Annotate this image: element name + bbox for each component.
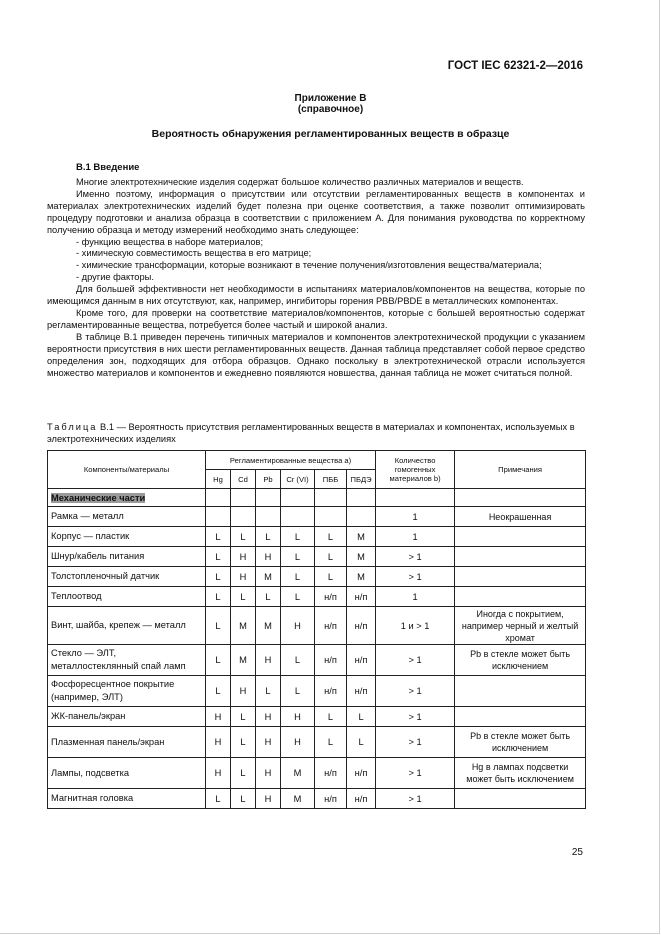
substance-value: н/п xyxy=(315,789,347,809)
substance-value: н/п xyxy=(315,758,347,789)
table-cell xyxy=(347,489,376,507)
table-row xyxy=(48,707,586,727)
substance-value: M xyxy=(256,567,281,587)
section-heading: В.1 Введение xyxy=(76,162,140,173)
paragraph: Многие электротехнические изделия содержат большое количество различных материалов и веществ. xyxy=(76,177,524,187)
component-name: Фосфоресцентное покрытие (например, ЭЛТ) xyxy=(48,676,206,707)
standard-number: ГОСТ IEC 62321-2—2016 xyxy=(447,60,583,72)
quantity-value: > 1 xyxy=(376,789,455,809)
table-row xyxy=(48,727,586,758)
table-cell xyxy=(455,489,586,507)
list-item: - химические трансформации, которые возникают в течение получения/изготовления вещества/материала; xyxy=(76,260,542,271)
substance-value xyxy=(206,507,231,527)
substance-value: L xyxy=(347,707,376,727)
group-cell xyxy=(48,489,206,507)
substance-value: H xyxy=(256,758,281,789)
substance-value: н/п xyxy=(315,587,347,607)
substance-value: H xyxy=(256,789,281,809)
component-name: ЖК-панель/экран xyxy=(48,707,206,727)
component-name: Магнитная головка xyxy=(48,789,206,809)
note-value: Иногда с покрытием, например черный и желтый хромат xyxy=(455,607,586,645)
substance-value: H xyxy=(256,707,281,727)
table-row xyxy=(48,527,586,547)
header-component: Компоненты/материалы xyxy=(48,451,206,489)
table-cell xyxy=(231,489,256,507)
substance-value: L xyxy=(231,789,256,809)
component-name: Лампы, подсветка xyxy=(48,758,206,789)
substance-value: н/п xyxy=(347,758,376,789)
substance-value: H xyxy=(231,676,256,707)
substance-value: н/п xyxy=(315,607,347,645)
substance-value: M xyxy=(281,789,315,809)
substance-value: L xyxy=(256,527,281,547)
substance-value: L xyxy=(206,587,231,607)
substance-value: L xyxy=(206,676,231,707)
note-value: Pb в стекле может быть исключением xyxy=(455,727,586,758)
note-value xyxy=(455,527,586,547)
substance-value xyxy=(315,507,347,527)
substance-value: H xyxy=(281,727,315,758)
substance-value: H xyxy=(231,547,256,567)
substance-value: L xyxy=(281,567,315,587)
table-row xyxy=(48,547,586,567)
quantity-value: > 1 xyxy=(376,645,455,676)
annex-title: Приложение В xyxy=(294,93,367,104)
substance-value: L xyxy=(231,587,256,607)
list-item: - функцию вещества в наборе материалов; xyxy=(76,236,264,247)
note-value: Pb в стекле может быть исключением xyxy=(455,645,586,676)
table-row xyxy=(48,676,586,707)
substance-value: L xyxy=(231,758,256,789)
substance-value: M xyxy=(347,527,376,547)
quantity-value: > 1 xyxy=(376,567,455,587)
substance-value: H xyxy=(206,707,231,727)
note-value: Неокрашенная xyxy=(455,507,586,527)
substance-value xyxy=(281,507,315,527)
substance-value: н/п xyxy=(315,645,347,676)
substance-value: H xyxy=(281,707,315,727)
substance-value: L xyxy=(206,547,231,567)
header-substances: Регламентированные вещества а) xyxy=(206,451,376,470)
table-row xyxy=(48,587,586,607)
body-text xyxy=(47,177,585,379)
substance-value: L xyxy=(347,727,376,758)
component-name: Рамка — металл xyxy=(48,507,206,527)
header-cr: Cr (VI) xyxy=(281,470,315,489)
substance-value: M xyxy=(347,547,376,567)
list-item: - другие факторы. xyxy=(76,272,154,283)
substance-value: L xyxy=(315,727,347,758)
substance-value: H xyxy=(256,645,281,676)
table-row xyxy=(48,607,586,645)
quantity-value: 1 xyxy=(376,527,455,547)
substance-value: M xyxy=(281,758,315,789)
substance-value: L xyxy=(281,676,315,707)
substance-value: H xyxy=(281,607,315,645)
substance-value: L xyxy=(231,707,256,727)
substance-value: L xyxy=(256,587,281,607)
substance-value xyxy=(347,507,376,527)
substance-value xyxy=(231,507,256,527)
table-cell xyxy=(281,489,315,507)
note-value xyxy=(455,567,586,587)
quantity-value: > 1 xyxy=(376,727,455,758)
substance-value: H xyxy=(256,547,281,567)
header-pbb: ПББ xyxy=(315,470,347,489)
substance-value: н/п xyxy=(347,645,376,676)
note-value xyxy=(455,587,586,607)
substance-value: н/п xyxy=(315,676,347,707)
paragraph: Именно поэтому, информация о присутствии или отсутствии регламентированных веществ в компонентах и материалах электротехнических изделий будет полезна при оценке соответствия, а также позволит оптимизировать процедуру подготовки и анализа образца в соответствии с приложением А. Для понимания руководства по корректному получению образца и методу измерений необходимо знать следующее: xyxy=(47,188,585,235)
document-title: Вероятность обнаружения регламентированных веществ в образце xyxy=(151,128,510,140)
component-name: Корпус — пластик xyxy=(48,527,206,547)
table-cell xyxy=(376,489,455,507)
quantity-value: 1 xyxy=(376,587,455,607)
substance-value: L xyxy=(315,567,347,587)
substance-value: L xyxy=(315,527,347,547)
substance-value: H xyxy=(231,567,256,587)
component-name: Толстопленочный датчик xyxy=(48,567,206,587)
substance-value: M xyxy=(347,567,376,587)
substance-value: н/п xyxy=(347,789,376,809)
substance-value: L xyxy=(206,789,231,809)
substance-value: L xyxy=(256,676,281,707)
quantity-value: > 1 xyxy=(376,707,455,727)
table-cell xyxy=(206,489,231,507)
page-number: 25 xyxy=(571,847,583,858)
substance-value: L xyxy=(315,707,347,727)
substance-value: L xyxy=(231,527,256,547)
table-row xyxy=(48,758,586,789)
substance-value: L xyxy=(206,645,231,676)
substance-value: L xyxy=(281,645,315,676)
quantity-value: > 1 xyxy=(376,676,455,707)
header-pbde: ПБДЭ xyxy=(347,470,376,489)
quantity-value: > 1 xyxy=(376,547,455,567)
substance-value: н/п xyxy=(347,676,376,707)
quantity-value: 1 xyxy=(376,507,455,527)
header-hg: Hg xyxy=(206,470,231,489)
note-value xyxy=(455,789,586,809)
quantity-value: > 1 xyxy=(376,758,455,789)
component-name: Шнур/кабель питания xyxy=(48,547,206,567)
paragraph: Для большей эффективности нет необходимости в испытаниях материалов/компонентов на вещества, которые по имеющимся данным в них отсутствуют, как, например, ингибиторы горения PBB/PBDE в металлических компонентах. xyxy=(47,284,585,307)
annex-subtitle: (справочное) xyxy=(297,104,364,115)
header-notes: Примечания xyxy=(455,451,586,489)
header-cd: Cd xyxy=(231,470,256,489)
substance-value: L xyxy=(206,607,231,645)
table-row xyxy=(48,507,586,527)
quantity-value: 1 и > 1 xyxy=(376,607,455,645)
paragraph: Кроме того, для проверки на соответствие материалов/компонентов, которые с большей вероятностью содержат регламентированные вещества, потребуется более частый и широкой анализ. xyxy=(47,307,585,330)
substance-value: н/п xyxy=(347,587,376,607)
table-row xyxy=(48,567,586,587)
substance-value: M xyxy=(231,645,256,676)
substance-value: L xyxy=(281,587,315,607)
note-value xyxy=(455,547,586,567)
substance-value: M xyxy=(256,607,281,645)
paragraph: В таблице В.1 приведен перечень типичных материалов и компонентов электротехнической продукции с указанием вероятности присутствия в них шести регламентированных веществ. Данная таблица представляет собой первое средство определения зон, подходящих для отбора образцов. Однако поскольку в электротехнической отрасли используется множество материалов и компонентов и ежедневно появляются новшества, данная таблица не может считаться полной. xyxy=(47,331,585,378)
component-name: Стекло — ЭЛТ, металлостеклянный спай ламп xyxy=(48,645,206,676)
note-value xyxy=(455,676,586,707)
substance-value: H xyxy=(206,727,231,758)
table-row xyxy=(48,789,586,809)
table-cell xyxy=(315,489,347,507)
substance-value xyxy=(256,507,281,527)
substance-value: M xyxy=(231,607,256,645)
table-row xyxy=(48,645,586,676)
group-label: Механические части xyxy=(51,492,146,503)
list-item: - химическую совместимость вещества в его матрице; xyxy=(76,248,312,259)
header-pb: Pb xyxy=(256,470,281,489)
table-caption xyxy=(47,422,585,446)
table-caption-text: В.1 — Вероятность присутствия регламентированных веществ в материалах и компонентах, используемых в электротехнических изделиях xyxy=(47,422,575,444)
component-name: Плазменная панель/экран xyxy=(48,727,206,758)
note-value xyxy=(455,707,586,727)
substances-table xyxy=(47,450,586,809)
component-name: Теплоотвод xyxy=(48,587,206,607)
substance-value: L xyxy=(206,527,231,547)
table-caption-label: Таблица xyxy=(47,422,98,432)
substance-value: н/п xyxy=(347,607,376,645)
component-name: Винт, шайба, крепеж — металл xyxy=(48,607,206,645)
note-value: Hg в лампах подсветки может быть исключением xyxy=(455,758,586,789)
substance-value: H xyxy=(206,758,231,789)
substance-value: L xyxy=(281,527,315,547)
substance-value: H xyxy=(256,727,281,758)
substance-value: L xyxy=(315,547,347,567)
substance-value: L xyxy=(281,547,315,567)
substance-value: L xyxy=(206,567,231,587)
substance-value: L xyxy=(231,727,256,758)
table-cell xyxy=(256,489,281,507)
header-quantity: Количество гомогенных материалов b) xyxy=(376,451,455,489)
